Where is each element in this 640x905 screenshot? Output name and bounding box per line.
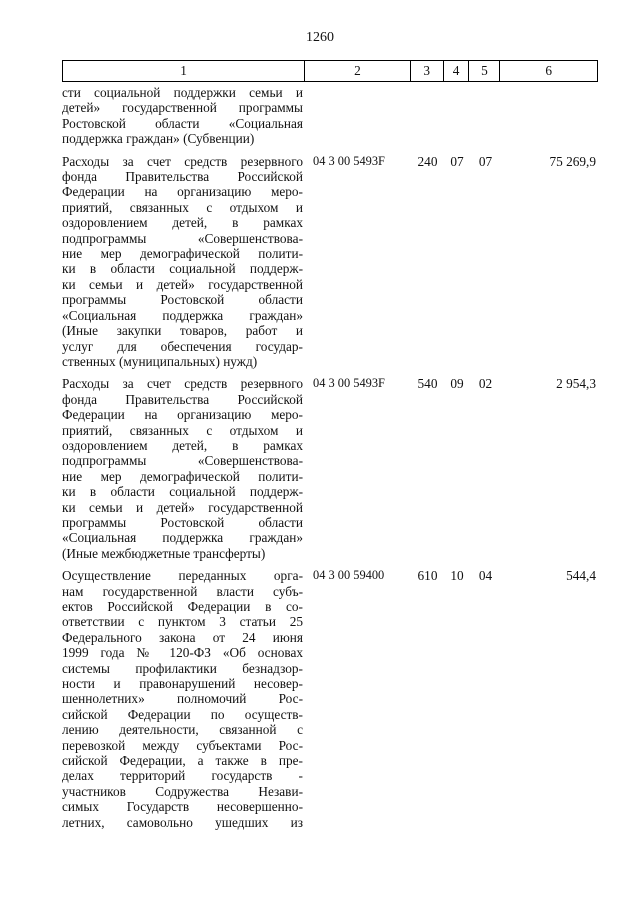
desc-line: летних, самовольно ушедших из xyxy=(62,814,303,830)
header-col-4: 4 xyxy=(444,61,470,81)
row-rz: 07 xyxy=(450,153,464,169)
desc-line: делах территорий государств - xyxy=(62,768,303,784)
row-rz: 09 xyxy=(450,376,464,392)
desc-line: ки в области социальной поддерж- xyxy=(62,484,303,500)
desc-line: подпрограммы «Совершенствова- xyxy=(62,230,303,246)
desc-line: оздоровлением детей, в рамках xyxy=(62,215,303,231)
desc-line: оздоровлением детей, в рамках xyxy=(62,437,303,453)
row-description xyxy=(62,376,305,561)
row-description xyxy=(62,568,305,830)
desc-line: «Социальная поддержка граждан» xyxy=(62,307,303,323)
header-col-2: 2 xyxy=(305,61,411,81)
row-pr: 04 xyxy=(478,568,493,584)
desc-line: шеннолетних» полномочий Рос- xyxy=(62,691,303,707)
table-body xyxy=(62,85,598,830)
header-col-1: 1 xyxy=(63,61,305,81)
desc-line: сийской Федерации по осуществ- xyxy=(62,706,303,722)
row-vr: 240 xyxy=(417,153,438,169)
desc-line: приятий, связанных с отдыхом и xyxy=(62,422,303,438)
header-col-5: 5 xyxy=(469,61,500,81)
desc-line: (Иные межбюджетные трансферты) xyxy=(62,545,266,561)
desc-line: ние мер демографической полити- xyxy=(62,468,303,484)
row-csr xyxy=(305,85,411,147)
desc-line: участников Содружества Незави- xyxy=(62,783,303,799)
desc-line: детей» государственной программы xyxy=(62,100,303,116)
header-col-6: 6 xyxy=(545,63,553,78)
desc-line: 1999 года № 120-ФЗ «Об основах xyxy=(62,645,303,661)
desc-line: Ростовской области «Социальная xyxy=(62,115,303,131)
row-description xyxy=(62,154,305,370)
desc-line: Федерации на организацию меро- xyxy=(62,407,303,423)
table-header xyxy=(62,60,598,82)
row-description xyxy=(62,85,305,147)
desc-line: ки семьи и детей» государственной xyxy=(62,499,303,515)
row-rz xyxy=(444,85,470,147)
desc-line: (Иные закупки товаров, работ и xyxy=(62,323,303,339)
desc-line: услуг для обеспечения государ- xyxy=(62,338,303,354)
desc-line: системы профилактики безнадзор- xyxy=(62,660,303,676)
desc-line: ние мер демографической полити- xyxy=(62,246,303,262)
row-vr: 540 xyxy=(417,376,438,392)
row-sum: 544,4 xyxy=(566,568,596,584)
row-pr xyxy=(470,85,501,147)
desc-line: Осуществление переданных орга- xyxy=(62,568,303,584)
desc-line: ки в области социальной поддерж- xyxy=(62,261,303,277)
desc-line: ности и правонарушений несовер- xyxy=(62,676,303,692)
desc-line: симых Государств несовершенно- xyxy=(62,799,303,815)
row-vr: 610 xyxy=(417,568,438,584)
header-col-3: 3 xyxy=(411,61,444,81)
desc-line: программы Ростовской области xyxy=(62,514,303,530)
desc-line: Расходы за счет средств резервного xyxy=(62,376,303,392)
desc-line: подпрограммы «Совершенствова- xyxy=(62,453,303,469)
row-pr: 02 xyxy=(478,376,493,392)
desc-line: фонда Правительства Российской xyxy=(62,391,303,407)
table-row xyxy=(62,376,598,561)
desc-line: ственных (муниципальных) нужд) xyxy=(62,353,258,369)
desc-line: программы Ростовской области xyxy=(62,292,303,308)
desc-line: «Социальная поддержка граждан» xyxy=(62,530,303,546)
desc-line: лению деятельности, связанной с xyxy=(62,722,303,738)
desc-line: нам государственной власти субъ- xyxy=(62,583,303,599)
desc-line: Федерации на организацию меро- xyxy=(62,184,303,200)
row-sum xyxy=(501,85,598,147)
desc-line: поддержка граждан» (Субвенции) xyxy=(62,131,255,147)
table-row xyxy=(62,154,598,370)
desc-line: сийской Федерации, а также в пре- xyxy=(62,753,303,769)
desc-line: приятий, связанных с отдыхом и xyxy=(62,199,303,215)
desc-line: Федерального закона от 24 июня xyxy=(62,629,303,645)
row-csr: 04 3 00 59400 xyxy=(313,568,385,583)
row-vr xyxy=(411,85,444,147)
desc-line: ектов Российской Федерации в со- xyxy=(62,599,303,614)
row-sum: 75 269,9 xyxy=(549,153,596,169)
row-csr: 04 3 00 5493F xyxy=(313,376,385,391)
desc-line: сти социальной поддержки семьи и xyxy=(62,85,303,100)
row-pr: 07 xyxy=(478,153,493,169)
desc-line: ки семьи и детей» государственной xyxy=(62,276,303,292)
desc-line: перевозкой между субъектами Рос- xyxy=(62,737,303,753)
desc-line: фонда Правительства Российской xyxy=(62,169,303,185)
row-rz: 10 xyxy=(450,568,464,584)
page-number: 1260 xyxy=(306,30,334,45)
row-sum: 2 954,3 xyxy=(556,376,596,392)
table-row xyxy=(62,568,598,830)
desc-line: Расходы за счет средств резервного xyxy=(62,153,303,169)
row-csr: 04 3 00 5493F xyxy=(313,153,385,168)
table-row xyxy=(62,85,598,147)
desc-line: ответствии с пунктом 3 статьи 25 xyxy=(62,614,303,630)
